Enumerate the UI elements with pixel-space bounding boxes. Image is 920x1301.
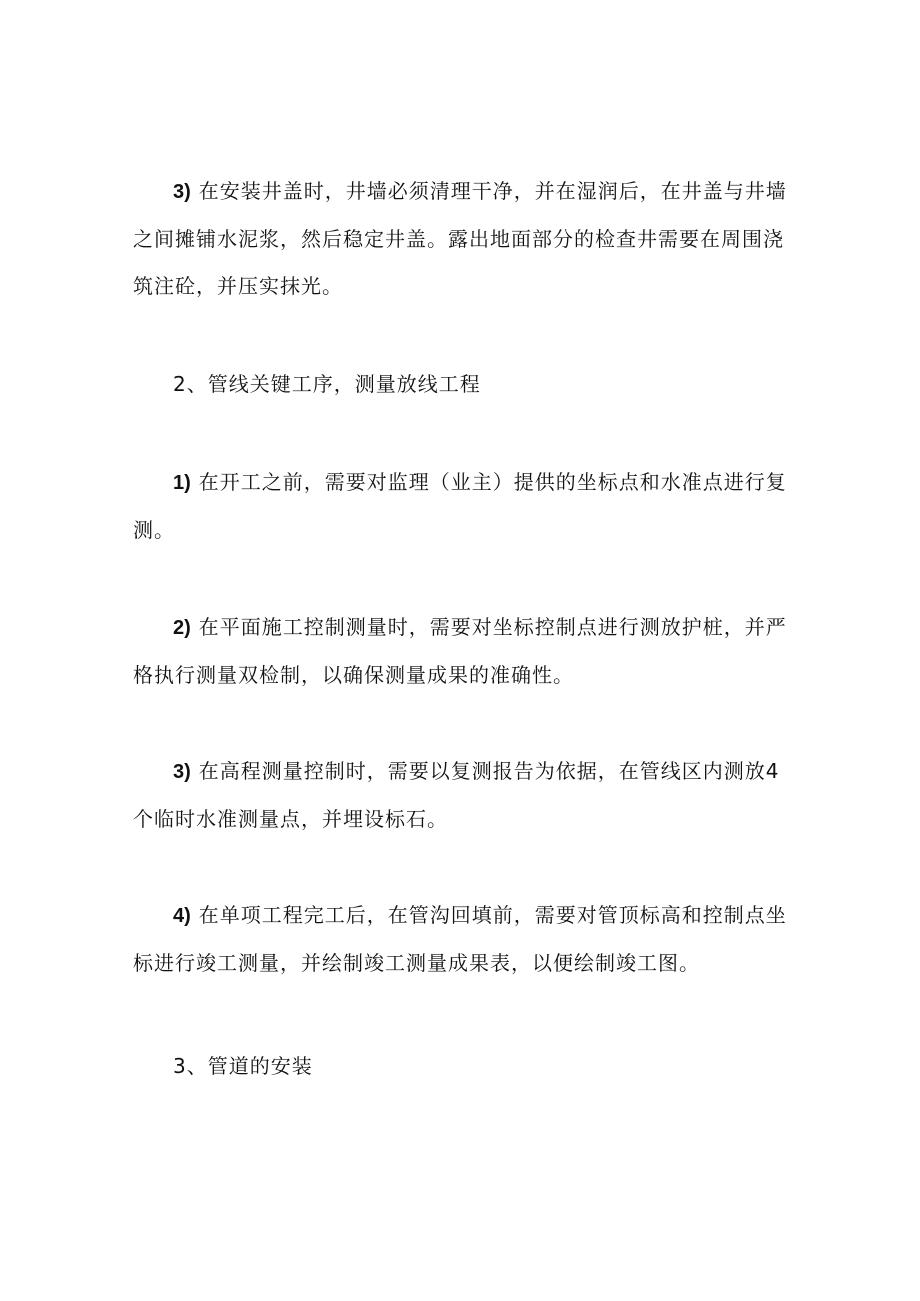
item-number: 2): [173, 617, 191, 639]
paragraph-text: 在高程测量控制时，需要以复测报告为依据，在管线区内测放4个临时水准测量点，并埋设标石。: [133, 759, 780, 831]
section-heading-survey: [133, 361, 797, 408]
paragraph-step-2-plane-control: [133, 604, 797, 699]
section-heading-pipe-installation: [133, 1043, 797, 1090]
heading-text: 2、管线关键工序，测量放线工程: [173, 372, 481, 396]
paragraph-step-3-elevation-control: [133, 748, 797, 843]
item-number: 1): [173, 472, 191, 494]
paragraph-step-1-recheck: [133, 459, 797, 554]
item-number: 4): [173, 905, 191, 927]
paragraph-text: 在安装井盖时，井墙必须清理干净，并在湿润后，在井盖与井墙之间摊铺水泥浆，然后稳定井盖。露出地面部分的检查井需要在周围浇筑注砼，并压实抹光。: [133, 179, 787, 298]
paragraph-text: 在平面施工控制测量时，需要对坐标控制点进行测放护桩，并严格执行测量双检制，以确保测量成果的准确性。: [133, 615, 787, 687]
paragraph-text: 在单项工程完工后，在管沟回填前，需要对管顶标高和控制点坐标进行竣工测量，并绘制竣工测量成果表，以便绘制竣工图。: [133, 903, 787, 975]
item-number: 3): [173, 181, 191, 203]
heading-text: 3、管道的安装: [173, 1054, 313, 1078]
item-number: 3): [173, 761, 191, 783]
paragraph-text: 在开工之前，需要对监理（业主）提供的坐标点和水准点进行复测。: [133, 470, 787, 542]
paragraph-step-3-well-cover: [133, 168, 797, 310]
paragraph-step-4-completion-survey: [133, 892, 797, 987]
